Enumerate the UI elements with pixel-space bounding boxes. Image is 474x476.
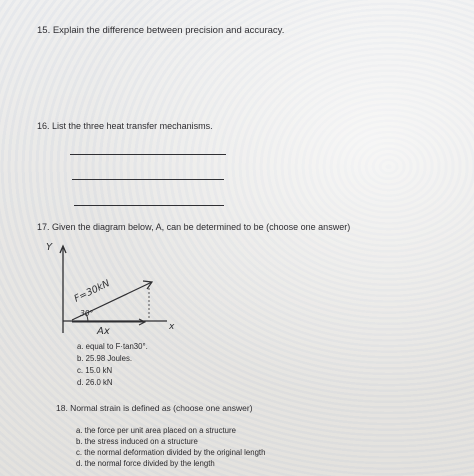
option-a: a. equal to F·tan30°. (77, 342, 148, 351)
option-b: b. the stress induced on a structure (76, 437, 198, 446)
x-axis-label: x (169, 322, 175, 332)
question-15: 15. Explain the difference between precision and accuracy. (37, 25, 285, 36)
option-d: d. 26.0 kN (77, 378, 113, 387)
answer-line-3 (74, 205, 224, 206)
answer-line-1 (70, 154, 226, 155)
question-17-options (77, 341, 148, 389)
question-16: 16. List the three heat transfer mechanisms. (37, 121, 213, 131)
answer-line-2 (72, 179, 224, 180)
option-b: b. 25.98 Joules. (77, 354, 133, 363)
y-axis-label: Y (46, 242, 53, 253)
ax-label: Ax (97, 326, 110, 337)
question-18-options (76, 425, 265, 469)
option-c: c. 15.0 kN (77, 366, 113, 375)
force-diagram (40, 236, 190, 340)
option-d: d. the normal force divided by the length (76, 459, 215, 468)
angle-label: 30° (80, 309, 94, 318)
force-label: F=30kN (72, 278, 112, 305)
question-18: 18. Normal strain is defined as (choose one answer) (56, 403, 253, 413)
question-17: 17. Given the diagram below, A, can be determined to be (choose one answer) (37, 222, 351, 232)
option-a: a. the force per unit area placed on a structure (76, 426, 236, 435)
option-c: c. the normal deformation divided by the original length (76, 448, 266, 457)
